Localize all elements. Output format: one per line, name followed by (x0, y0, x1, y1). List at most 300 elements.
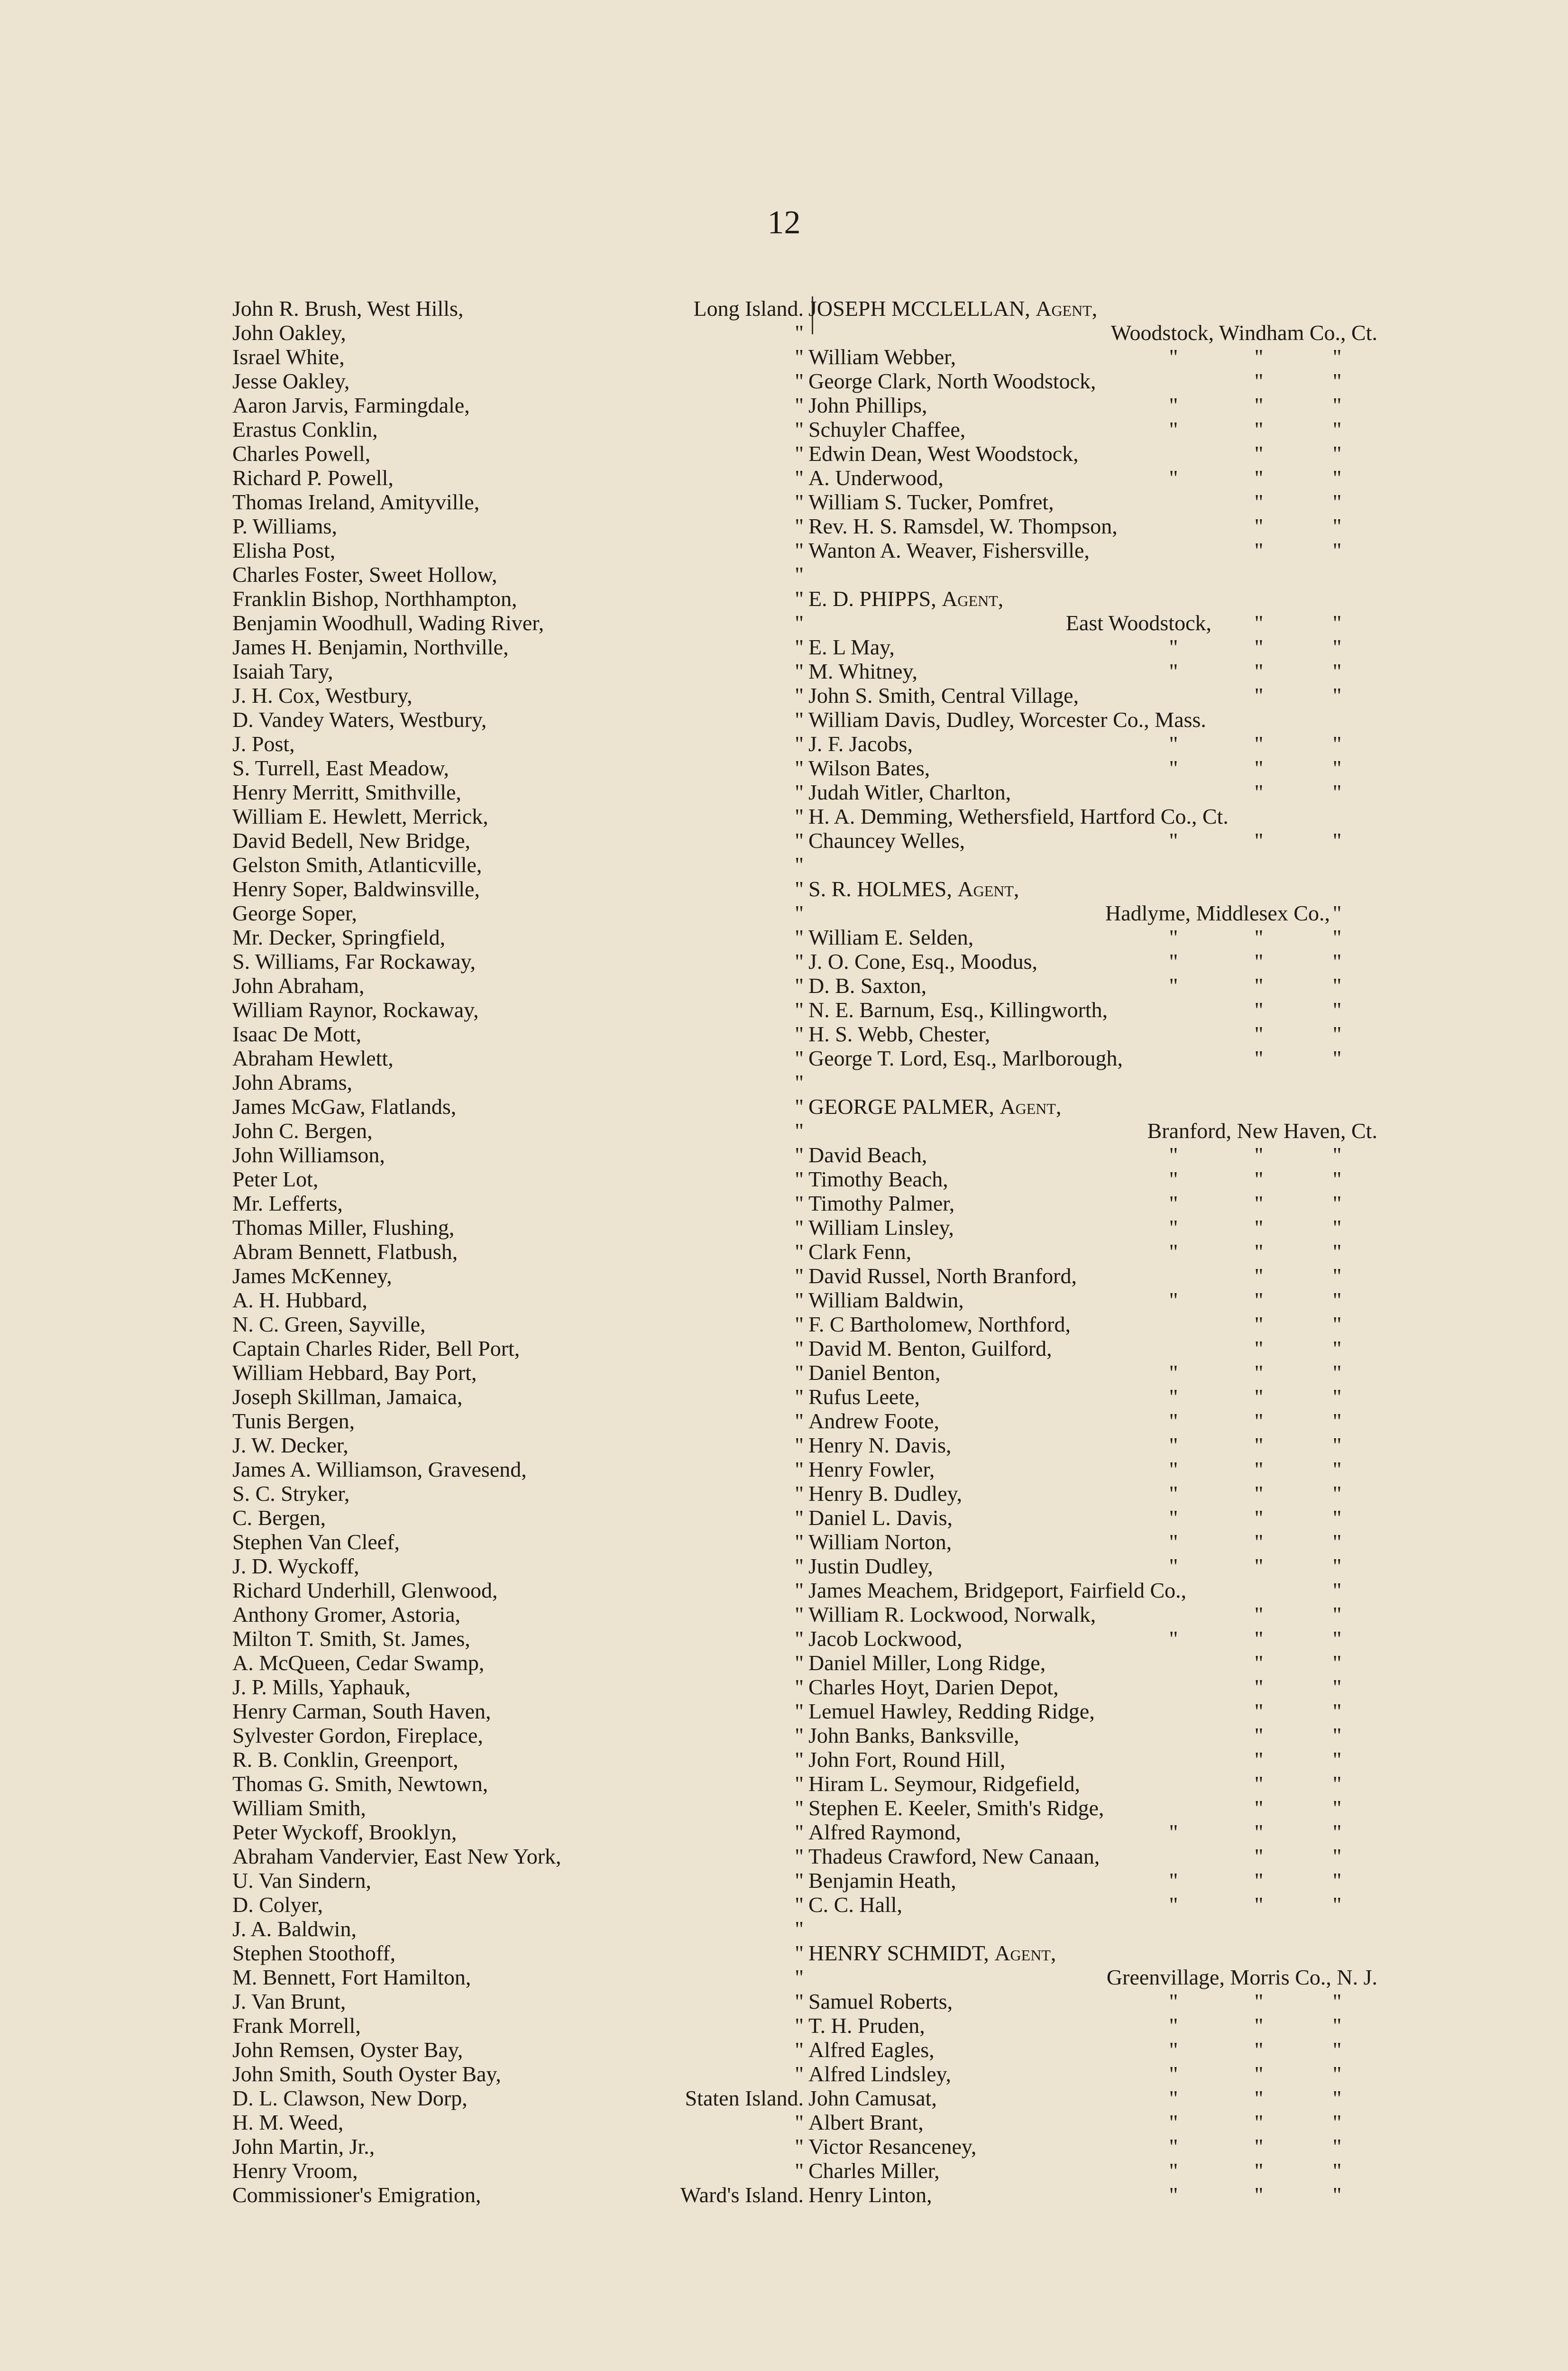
entry-name: Timothy Beach, (808, 1167, 948, 1191)
ditto-mark: " (1332, 2183, 1342, 2207)
entry-name: Henry Fowler, (808, 1457, 935, 1481)
entry-name: Stephen Van Cleef, (232, 1530, 400, 1554)
entry-name: Abraham Vandervier, East New York, (232, 1844, 561, 1868)
ditto-mark: " (1254, 1893, 1264, 1917)
ditto-mark: " (1332, 828, 1342, 853)
ditto-mark: " (1169, 756, 1178, 780)
list-item (804, 2013, 1382, 2038)
ditto-mark: " (1169, 1215, 1178, 1240)
entry-name: William Smith, (232, 1796, 366, 1820)
ditto-mark: " (1332, 538, 1342, 562)
entry-name: Henry Soper, Baldwinsville, (232, 877, 480, 901)
entry-location: " (795, 1917, 804, 1941)
ditto-mark: " (1332, 1167, 1342, 1191)
list-item (232, 1457, 804, 1481)
ditto-mark: " (1332, 1433, 1342, 1457)
list-item (804, 1240, 1382, 1264)
entry-name: Charles Hoyt, Darien Depot, (808, 1675, 1059, 1699)
list-item (804, 756, 1382, 780)
agent-title: Agent, (999, 1094, 1062, 1119)
entry-name: Benjamin Woodhull, Wading River, (232, 611, 544, 635)
list-item (232, 562, 804, 587)
list-item (804, 490, 1382, 514)
list-item (232, 2134, 804, 2159)
entry-name: D. Vandey Waters, Westbury, (232, 708, 487, 732)
entry-name: Wanton A. Weaver, Fishersville, (808, 538, 1090, 562)
entry-name: James McGaw, Flatlands, (232, 1094, 457, 1119)
entry-name: Thomas Ireland, Amityville, (232, 490, 480, 514)
list-item (232, 901, 804, 925)
list-item (804, 1844, 1382, 1868)
agent-location (804, 1965, 1382, 1989)
right-column-agencies (804, 296, 1382, 2207)
ditto-mark: " (1332, 2062, 1342, 2086)
ditto-mark: " (1332, 1215, 1342, 1240)
list-item (804, 2159, 1382, 2183)
ditto-mark: " (1332, 1627, 1342, 1651)
entry-location: " (795, 345, 804, 369)
list-item (232, 1796, 804, 1820)
ditto-mark: " (1332, 514, 1342, 538)
ditto-mark: " (1169, 732, 1178, 756)
list-item (804, 1481, 1382, 1506)
entry-location: " (795, 1167, 804, 1191)
list-item (232, 1312, 804, 1336)
ditto-mark: " (1254, 683, 1264, 708)
list-item (232, 587, 804, 611)
ditto-mark: " (1332, 998, 1342, 1022)
entry-name: Charles Miller, (808, 2159, 940, 2183)
entry-name: S. Turrell, East Meadow, (232, 756, 449, 780)
entry-location: " (795, 466, 804, 490)
ditto-mark: " (1254, 2159, 1264, 2183)
ditto-mark: " (1254, 998, 1264, 1022)
list-item (804, 345, 1382, 369)
entry-name: Alfred Raymond, (808, 1820, 961, 1844)
entry-location: " (795, 1675, 804, 1699)
list-item (804, 925, 1382, 949)
entry-location: " (795, 877, 804, 901)
section-gap (804, 1917, 1382, 1941)
entry-location: " (795, 514, 804, 538)
list-item (232, 877, 804, 901)
list-item (804, 635, 1382, 659)
ditto-mark: " (1169, 1457, 1178, 1481)
entry-name: Jacob Lockwood, (808, 1627, 963, 1651)
entry-location: " (795, 1360, 804, 1385)
entry-name: Mr. Lefferts, (232, 1191, 343, 1215)
ditto-mark: " (1332, 1385, 1342, 1409)
list-item (232, 780, 804, 804)
list-item (804, 1409, 1382, 1433)
list-item (804, 780, 1382, 804)
list-item (232, 974, 804, 998)
ditto-mark: " (1332, 1336, 1342, 1360)
entry-location: " (795, 1868, 804, 1893)
ditto-mark: " (1254, 1723, 1264, 1747)
entry-name: Chauncey Welles, (808, 828, 965, 853)
list-item (232, 1989, 804, 2013)
entry-name: Schuyler Chaffee, (808, 417, 966, 441)
entry-name: Justin Dudley, (808, 1554, 933, 1578)
list-item (232, 393, 804, 417)
list-item (232, 2086, 804, 2110)
ditto-mark: " (1169, 1433, 1178, 1457)
ditto-mark: " (1332, 1360, 1342, 1385)
ditto-mark: " (1332, 2013, 1342, 2038)
entry-name: J. D. Wyckoff, (232, 1554, 359, 1578)
ditto-mark: " (1169, 2086, 1178, 2110)
agent-location (804, 901, 1382, 925)
ditto-mark: " (1254, 441, 1264, 466)
entry-location: " (795, 1699, 804, 1723)
ditto-mark: " (1332, 1506, 1342, 1530)
ditto-mark: " (1254, 2086, 1264, 2110)
entry-name: James H. Benjamin, Northville, (232, 635, 509, 659)
list-item (232, 1675, 804, 1699)
ditto-mark: " (1254, 1312, 1264, 1336)
list-item (232, 925, 804, 949)
entry-name: Richard Underhill, Glenwood, (232, 1578, 498, 1602)
list-item (232, 1723, 804, 1747)
entry-name: James Meachem, Bridgeport, Fairfield Co., (808, 1578, 1187, 1602)
entry-location: " (795, 587, 804, 611)
ditto-mark: " (1332, 2038, 1342, 2062)
entry-name: Mr. Decker, Springfield, (232, 925, 446, 949)
entry-name: John Fort, Round Hill, (808, 1747, 1006, 1772)
entry-name: William E. Hewlett, Merrick, (232, 804, 488, 828)
ditto-mark: " (1254, 490, 1264, 514)
list-item (232, 1119, 804, 1143)
ditto-mark: " (1254, 611, 1264, 635)
ditto-mark: " (1332, 417, 1342, 441)
list-item (232, 708, 804, 732)
list-item (804, 441, 1382, 466)
list-item (804, 2062, 1382, 2086)
ditto-mark: " (1169, 1820, 1178, 1844)
ditto-mark: " (1332, 1046, 1342, 1070)
entry-location: " (795, 853, 804, 877)
list-item (804, 659, 1382, 683)
list-item (232, 441, 804, 466)
entry-location: " (795, 2062, 804, 2086)
list-item (232, 828, 804, 853)
ditto-mark: " (1332, 1457, 1342, 1481)
list-item (232, 1409, 804, 1433)
ditto-mark: " (1169, 828, 1178, 853)
entry-location: " (795, 659, 804, 683)
entry-location: " (795, 998, 804, 1022)
list-item (232, 1627, 804, 1651)
ditto-mark: " (1254, 1336, 1264, 1360)
ditto-mark: " (1169, 1627, 1178, 1651)
entry-name: E. L May, (808, 635, 895, 659)
entry-name: H. M. Weed, (232, 2110, 344, 2134)
ditto-mark: " (1169, 2110, 1178, 2134)
entry-name: Daniel L. Davis, (808, 1506, 953, 1530)
entry-name: Rev. H. S. Ramsdel, W. Thompson, (808, 514, 1118, 538)
ditto-mark: " (1332, 1264, 1342, 1288)
entry-location: " (795, 538, 804, 562)
list-item (804, 1360, 1382, 1385)
ditto-mark: " (1254, 659, 1264, 683)
list-item (804, 2134, 1382, 2159)
agent-title: Agent, (942, 587, 1004, 611)
entry-name: John R. Brush, West Hills, (232, 296, 464, 321)
ditto-mark: " (1169, 1409, 1178, 1433)
ditto-mark: " (1254, 1699, 1264, 1723)
entry-name: M. Bennett, Fort Hamilton, (232, 1965, 471, 1989)
ditto-mark: " (1332, 1675, 1342, 1699)
list-item (232, 635, 804, 659)
list-item (232, 1747, 804, 1772)
entry-name: Commissioner's Emigration, (232, 2183, 481, 2207)
ditto-mark: " (1332, 1312, 1342, 1336)
entry-name: J. A. Baldwin, (232, 1917, 357, 1941)
list-item (804, 514, 1382, 538)
entry-location: " (795, 1481, 804, 1506)
ditto-mark: " (1254, 1844, 1264, 1868)
entry-location: " (795, 1844, 804, 1868)
ditto-mark: " (1332, 1481, 1342, 1506)
ditto-mark: " (1332, 780, 1342, 804)
ditto-mark: " (1169, 1530, 1178, 1554)
entry-name: J. F. Jacobs, (808, 732, 913, 756)
entry-name: D. Colyer, (232, 1893, 323, 1917)
entry-name: Stephen Stoothoff, (232, 1941, 396, 1965)
ditto-mark: " (1169, 1360, 1178, 1385)
ditto-mark: " (1169, 1554, 1178, 1578)
list-item (232, 1094, 804, 1119)
ditto-mark: " (1254, 2038, 1264, 2062)
entry-name: Andrew Foote, (808, 1409, 939, 1433)
ditto-mark: " (1169, 393, 1178, 417)
entry-name: A. Underwood, (808, 466, 944, 490)
ditto-mark: " (1332, 611, 1342, 635)
entry-location: " (795, 1554, 804, 1578)
entry-name: Timothy Palmer, (808, 1191, 955, 1215)
list-item (804, 1868, 1382, 1893)
entry-name: C. C. Hall, (808, 1893, 903, 1917)
ditto-mark: " (1169, 1240, 1178, 1264)
agent-location (804, 1119, 1382, 1143)
ditto-mark: " (1254, 369, 1264, 393)
ditto-mark: " (1169, 2038, 1178, 2062)
entry-location: " (795, 1941, 804, 1965)
entry-name: Abraham Hewlett, (232, 1046, 394, 1070)
entry-name: William Raynor, Rockaway, (232, 998, 479, 1022)
ditto-mark: " (1332, 345, 1342, 369)
entry-location: " (795, 562, 804, 587)
ditto-mark: " (1254, 1143, 1264, 1167)
entry-name: John Martin, Jr., (232, 2134, 375, 2159)
ditto-mark: " (1332, 1747, 1342, 1772)
ditto-mark: " (1332, 949, 1342, 974)
entry-name: Lemuel Hawley, Redding Ridge, (808, 1699, 1095, 1723)
agent-title: Agent, (957, 877, 1019, 901)
entry-name: William R. Lockwood, Norwalk, (808, 1602, 1096, 1627)
list-item (232, 1143, 804, 1167)
list-item (804, 1554, 1382, 1578)
entry-location: " (795, 1965, 804, 1989)
entry-name: Henry N. Davis, (808, 1433, 952, 1457)
ditto-mark: " (1254, 1409, 1264, 1433)
entry-name: John Williamson, (232, 1143, 385, 1167)
entry-name: M. Whitney, (808, 659, 917, 683)
ditto-mark: " (1332, 1796, 1342, 1820)
entry-location: " (795, 949, 804, 974)
list-item (804, 1167, 1382, 1191)
list-item (232, 1191, 804, 1215)
entry-location: " (795, 780, 804, 804)
list-item (232, 1215, 804, 1240)
list-item (232, 538, 804, 562)
ditto-mark: " (1254, 925, 1264, 949)
ditto-mark: " (1254, 1820, 1264, 1844)
entry-name: David Beach, (808, 1143, 927, 1167)
ditto-mark: " (1169, 1481, 1178, 1506)
entry-location: " (795, 2038, 804, 2062)
ditto-mark: " (1254, 828, 1264, 853)
list-item (804, 974, 1382, 998)
ditto-mark: " (1254, 1457, 1264, 1481)
entry-name: William Norton, (808, 1530, 952, 1554)
list-item (804, 1772, 1382, 1796)
ditto-mark: " (1169, 2183, 1178, 2207)
entry-name: J. O. Cone, Esq., Moodus, (808, 949, 1038, 974)
ditto-mark: " (1254, 635, 1264, 659)
list-item (804, 1264, 1382, 1288)
left-column-list (232, 296, 804, 2207)
entry-location: " (795, 1433, 804, 1457)
entry-name: John Abraham, (232, 974, 365, 998)
list-item (232, 2038, 804, 2062)
entry-name: J. P. Mills, Yaphauk, (232, 1675, 411, 1699)
entry-name: Stephen E. Keeler, Smith's Ridge, (808, 1796, 1104, 1820)
ditto-mark: " (1332, 1240, 1342, 1264)
entry-location: " (795, 441, 804, 466)
list-item (232, 683, 804, 708)
list-item (232, 1844, 804, 1868)
list-item (232, 756, 804, 780)
ditto-mark: " (1254, 1288, 1264, 1312)
list-item (232, 1941, 804, 1965)
entry-name: Henry B. Dudley, (808, 1481, 963, 1506)
ditto-mark: " (1254, 2013, 1264, 2038)
ditto-mark: " (1332, 1022, 1342, 1046)
entry-location: " (795, 1070, 804, 1094)
list-item (232, 1046, 804, 1070)
entry-name: John Oakley, (232, 321, 346, 345)
ditto-mark: " (1332, 1409, 1342, 1433)
entry-name: J. H. Cox, Westbury, (232, 683, 413, 708)
ditto-mark: " (1254, 974, 1264, 998)
list-item (804, 393, 1382, 417)
entry-name: John Camusat, (808, 2086, 937, 2110)
ditto-mark: " (1254, 1264, 1264, 1288)
ditto-mark: " (1332, 974, 1342, 998)
ditto-mark: " (1169, 974, 1178, 998)
list-item (232, 490, 804, 514)
entry-name: A. H. Hubbard, (232, 1288, 367, 1312)
agent-title: Agent, (994, 1941, 1056, 1965)
list-item (232, 1481, 804, 1506)
list-item (232, 1288, 804, 1312)
ditto-mark: " (1332, 393, 1342, 417)
entry-location: " (795, 828, 804, 853)
list-item (232, 1070, 804, 1094)
entry-name: Henry Merritt, Smithville, (232, 780, 461, 804)
entry-name: H. S. Webb, Chester, (808, 1022, 990, 1046)
entry-name: George Soper, (232, 901, 358, 925)
entry-name: Henry Vroom, (232, 2159, 358, 2183)
entry-name: A. McQueen, Cedar Swamp, (232, 1651, 485, 1675)
entry-name: T. H. Pruden, (808, 2013, 925, 2038)
list-item (804, 1989, 1382, 2013)
list-item (232, 1385, 804, 1409)
entry-location: " (795, 2110, 804, 2134)
list-item (804, 1143, 1382, 1167)
ditto-mark: " (1169, 1989, 1178, 2013)
agent-name: HENRY SCHMIDT, (808, 1941, 989, 1965)
list-item (804, 1627, 1382, 1651)
entry-location: " (795, 1288, 804, 1312)
entry-name: Aaron Jarvis, Farmingdale, (232, 393, 470, 417)
list-item (232, 1360, 804, 1385)
list-item (232, 1022, 804, 1046)
entry-location: " (795, 1747, 804, 1772)
entry-location: " (795, 635, 804, 659)
agent-heading (804, 1941, 1382, 1965)
entry-name: Isaiah Tary, (232, 659, 333, 683)
list-item (232, 1651, 804, 1675)
entry-name: D. L. Clawson, New Dorp, (232, 2086, 468, 2110)
list-item (232, 1699, 804, 1723)
ditto-mark: " (1254, 1554, 1264, 1578)
entry-name: Victor Resanceney, (808, 2134, 977, 2159)
ditto-mark: " (1254, 1167, 1264, 1191)
list-item (804, 828, 1382, 853)
entry-name: William Baldwin, (808, 1288, 964, 1312)
entry-name: William Hebbard, Bay Port, (232, 1360, 477, 1385)
entry-location: " (795, 1046, 804, 1070)
ditto-mark: " (1254, 514, 1264, 538)
list-item (232, 1917, 804, 1941)
agent-name: GEORGE PALMER, (808, 1094, 994, 1119)
list-item (804, 1215, 1382, 1240)
entry-location: " (795, 1191, 804, 1215)
list-item (232, 1602, 804, 1627)
entry-name: C. Bergen, (232, 1506, 326, 1530)
entry-name: David Bedell, New Bridge, (232, 828, 471, 853)
entry-name: Joseph Skillman, Jamaica, (232, 1385, 463, 1409)
ditto-mark: " (1254, 1360, 1264, 1385)
agent-title: Agent, (1036, 296, 1098, 321)
ditto-mark: " (1254, 1481, 1264, 1506)
entry-name: S. Williams, Far Rockaway, (232, 949, 476, 974)
entry-location: " (795, 1409, 804, 1433)
agent-heading (804, 587, 1382, 611)
ditto-mark: " (1254, 1433, 1264, 1457)
ditto-mark: " (1332, 441, 1342, 466)
entry-location: " (795, 1651, 804, 1675)
list-item (232, 321, 804, 345)
entry-location: " (795, 1772, 804, 1796)
ditto-mark: " (1254, 2134, 1264, 2159)
entry-location: " (795, 393, 804, 417)
list-item (232, 659, 804, 683)
agent-location (804, 321, 1382, 345)
